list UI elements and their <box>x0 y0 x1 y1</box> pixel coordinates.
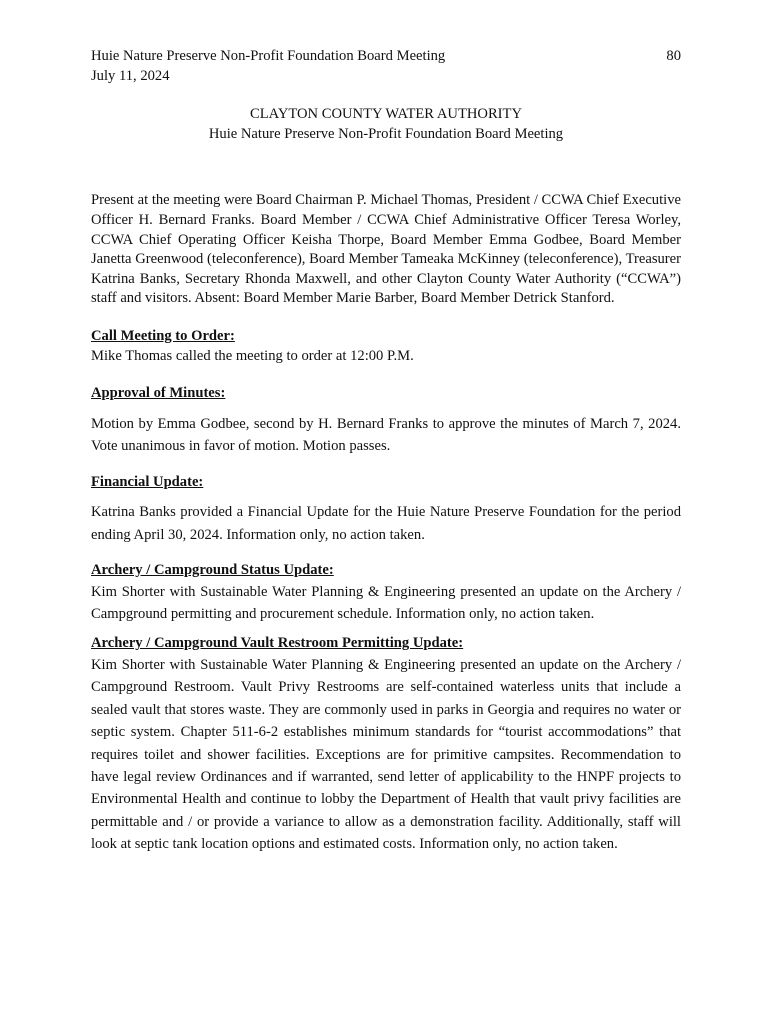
section-call-to-order <box>91 327 681 366</box>
section-heading: Call Meeting to Order: <box>91 327 235 344</box>
meeting-subtitle: Huie Nature Preserve Non-Profit Foundation Board Meeting <box>208 125 564 142</box>
section-heading: Archery / Campground Status Update: <box>91 561 334 578</box>
section-body: Motion by Emma Godbee, second by H. Bernard Franks to approve the minutes of March 7, 2024. Vote unanimous in favor of motion. Motion passes. <box>91 415 681 455</box>
section-heading: Financial Update: <box>91 473 204 490</box>
section-archery-status <box>91 561 681 625</box>
document-page <box>91 47 681 856</box>
section-heading: Archery / Campground Vault Restroom Permitting Update: <box>91 635 464 652</box>
section-body: Kim Shorter with Sustainable Water Planning & Engineering presented an update on the Archery / Campground Restroom. Vault Privy Restrooms are self-contained waterless units that include a sealed vault that stores waste. They are commonly used in parks in Georgia and requires no water or septic system. Chapter 511-6-2 establishes minimum standards for “tourist accommodations” that requires toilet and shower facilities. Exceptions are for primitive campsites. Recommendation to have legal review Ordinances and if warranted, send letter of applicability to the HNPF projects to Environmental Health and continue to lobby the Department of Health that vault privy facilities are permittable and / or provide a variance to allow as a demonstration facility. Additionally, staff will look at septic tank location options and estimated costs. Information only, no action taken. <box>91 656 681 853</box>
page-number: 80 <box>666 48 681 64</box>
header-meeting-name: Huie Nature Preserve Non-Profit Foundation Board Meeting <box>91 48 446 64</box>
section-body: Kim Shorter with Sustainable Water Planning & Engineering presented an update on the Archery / Campground permitting and procurement schedule. Information only, no action taken. <box>91 583 681 622</box>
section-body: Mike Thomas called the meeting to order at 12:00 P.M. <box>91 347 414 364</box>
section-archery-restroom <box>91 634 681 855</box>
section-approval-of-minutes <box>91 384 681 457</box>
document-title <box>91 105 681 144</box>
section-financial-update <box>91 473 681 546</box>
page-header <box>91 47 681 67</box>
attendees-paragraph: Present at the meeting were Board Chairman P. Michael Thomas, President / CCWA Chief Executive Officer H. Bernard Franks. Board Member / CCWA Chief Administrative Officer Teresa Worley, CCWA Chief Operating Officer Keisha Thorpe, Board Member Emma Godbee, Board Member Janetta Greenwood (teleconference), Board Member Tameaka McKinney (teleconference), Treasurer Katrina Banks, Secretary Rhonda Maxwell, and other Clayton County Water Authority (“CCWA”) staff and visitors. Absent: Board Member Marie Barber, Board Member Detrick Stanford. <box>91 192 681 307</box>
header-date: July 11, 2024 <box>91 67 170 84</box>
organization-name: CLAYTON COUNTY WATER AUTHORITY <box>249 106 522 123</box>
section-heading: Approval of Minutes: <box>91 385 226 402</box>
section-body: Katrina Banks provided a Financial Update for the Huie Nature Preserve Foundation for the period ending April 30, 2024. Information only, no action taken. <box>91 504 681 543</box>
